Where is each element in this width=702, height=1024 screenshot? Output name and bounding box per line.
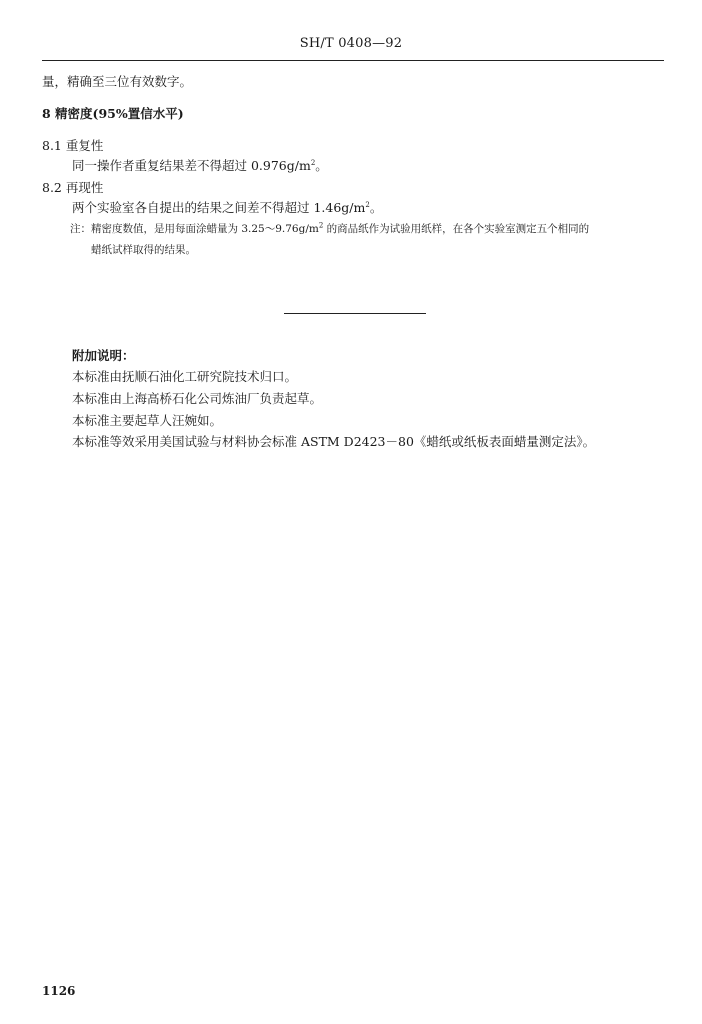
section-8-1-text [72,158,328,174]
section-8-2-heading: 8.2 再现性 [42,180,104,195]
reproducibility-text: 两个实验室各自提出的结果之间差不得超过 1.46g/m [72,200,366,215]
document-code-header: SH/T 0408—92 [299,36,403,51]
section-8-1-heading: 8.1 重复性 [42,138,104,153]
repeatability-text: 同一操作者重复结果差不得超过 0.976g/m [72,158,311,173]
header-divider [42,60,664,61]
appendix-line-3: 本标准主要起草人汪婉如。 [72,413,223,428]
appendix-title: 附加说明： [72,348,135,363]
appendix-line-1: 本标准由抚顺石油化工研究院技术归口。 [72,369,298,384]
note-text-b: 的商品纸作为试验用纸样，在各个实验室测定五个相同的 [323,223,590,235]
repeatability-end: 。 [315,158,328,173]
section-8-heading: 8 精密度(95%置信水平) [42,106,184,121]
section-8-2-text [72,200,382,216]
note-line-2: 蜡纸试样取得的结果。 [91,244,196,256]
appendix-line-4: 本标准等效采用美国试验与材料协会标准 ASTM D2423－80《蜡纸或纸板表面蜡量测定法》。 [72,434,596,449]
note-text-a: 注：精密度数值，是用每面涂蜡量为 3.25～9.76g/m [70,223,319,235]
note-superscript: 2 [318,221,324,230]
note-line-1 [70,221,589,237]
appendix-line-2: 本标准由上海高桥石化公司炼油厂负责起草。 [72,391,323,406]
reproducibility-end: 。 [369,200,383,215]
reproducibility-superscript: 2 [365,200,370,209]
page-number: 1126 [42,984,76,998]
section-separator [284,313,426,314]
repeatability-superscript: 2 [310,158,316,167]
continuation-text: 量，精确至三位有效数字。 [42,74,193,89]
